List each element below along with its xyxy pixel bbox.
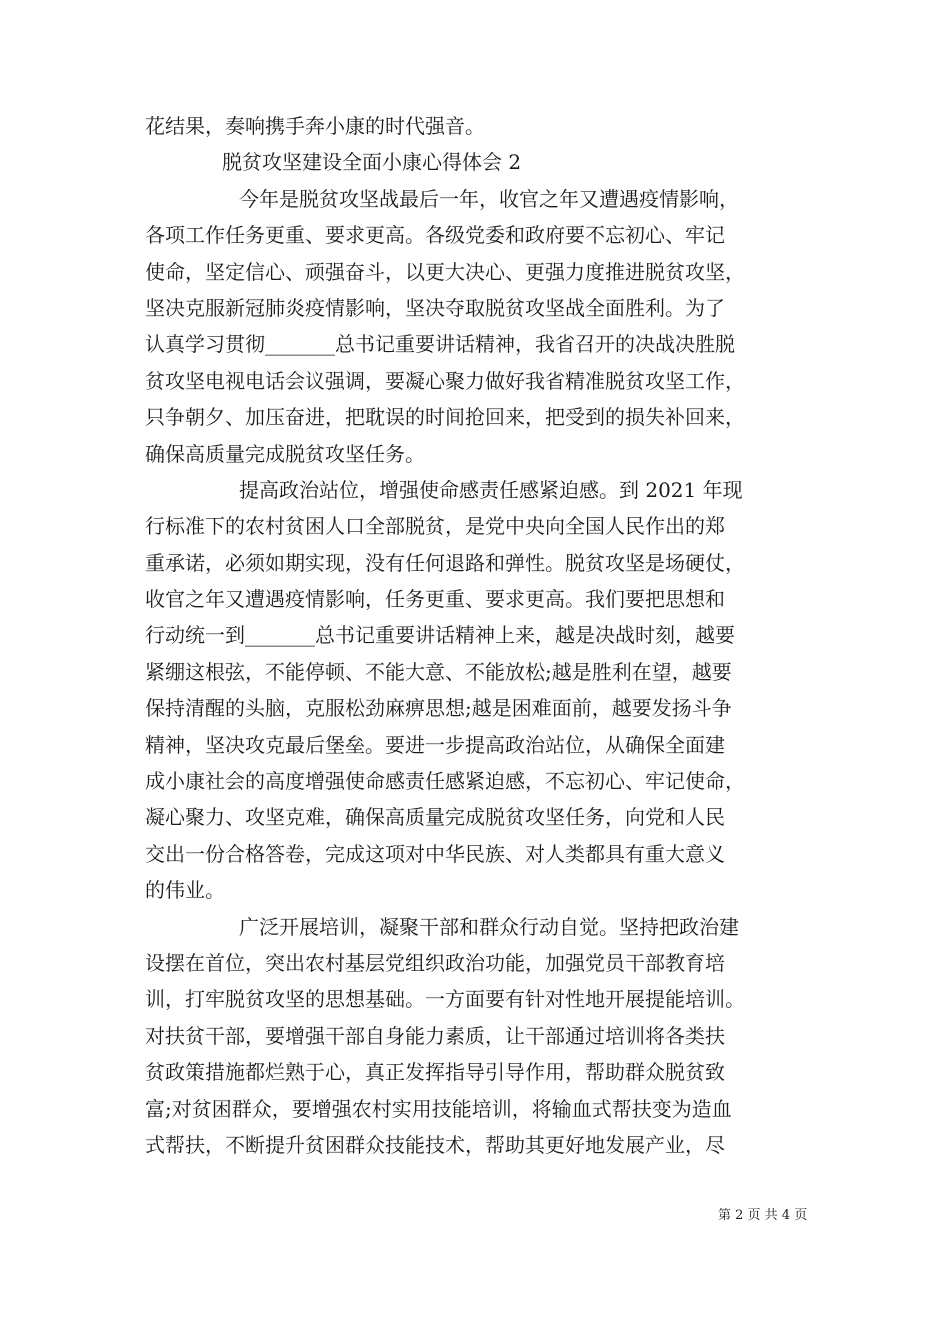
paragraph-line: 坚决克服新冠肺炎疫情影响，坚决夺取脱贫攻坚战全面胜利。为了 xyxy=(145,295,725,320)
paragraph-line: 保持清醒的头脑，克服松劲麻痹思想;越是困难面前，越要发扬斗争 xyxy=(145,696,732,721)
paragraph-line: 式帮扶，不断提升贫困群众技能技术，帮助其更好地发展产业，尽 xyxy=(145,1132,725,1157)
section-title: 脱贫攻坚建设全面小康心得体会 2 xyxy=(222,150,522,175)
paragraph-line: 确保高质量完成脱贫攻坚任务。 xyxy=(145,441,425,466)
paragraph-line: 广泛开展培训，凝聚干部和群众行动自觉。坚持把政治建 xyxy=(239,914,739,939)
paragraph-1 xyxy=(145,181,810,472)
paragraph-line: 认真学习贯彻_______总书记重要讲话精神，我省召开的决战决胜脱 xyxy=(145,332,735,357)
paragraph-line: 只争朝夕、加压奋进，把耽误的时间抢回来，把受到的损失补回来， xyxy=(145,405,745,430)
paragraph-line: 贫政策措施都烂熟于心，真正发挥指导引导作用，帮助群众脱贫致 xyxy=(145,1060,725,1085)
paragraph-line: 重承诺，必须如期实现，没有任何退路和弹性。脱贫攻坚是场硬仗， xyxy=(145,550,745,575)
paragraph-line: 精神，坚决攻克最后堡垒。要进一步提高政治站位，从确保全面建 xyxy=(145,732,725,757)
paragraph-line: 收官之年又遭遇疫情影响，任务更重、要求更高。我们要把思想和 xyxy=(145,587,725,612)
paragraph-line: 贫攻坚电视电话会议强调，要凝心聚力做好我省精准脱贫攻坚工作， xyxy=(145,368,745,393)
paragraph-line: 成小康社会的高度增强使命感责任感紧迫感，不忘初心、牢记使命， xyxy=(145,769,745,794)
paragraph-line: 训，打牢脱贫攻坚的思想基础。一方面要有针对性地开展提能培训。 xyxy=(145,987,745,1012)
paragraph-line: 的伟业。 xyxy=(145,878,225,903)
paragraph-line: 设摆在首位，突出农村基层党组织政治功能，加强党员干部教育培 xyxy=(145,950,725,975)
page-number: 第 2 页 共 4 页 xyxy=(718,1208,808,1223)
paragraph-line: 各项工作任务更重、要求更高。各级党委和政府要不忘初心、牢记 xyxy=(145,223,725,248)
paragraph-tail-line: 花结果，奏响携手奔小康的时代强音。 xyxy=(145,114,485,138)
paragraph-line: 提高政治站位，增强使命感责任感紧迫感。到 2021 年现 xyxy=(239,477,743,502)
paragraph-line: 凝心聚力、攻坚克难，确保高质量完成脱贫攻坚任务，向党和人民 xyxy=(145,805,725,830)
document-body xyxy=(145,108,810,1163)
paragraph-line: 使命，坚定信心、顽强奋斗，以更大决心、更强力度推进脱贫攻坚， xyxy=(145,259,745,284)
paragraph-2 xyxy=(145,472,810,909)
paragraph-line: 紧绷这根弦，不能停顿、不能大意、不能放松;越是胜利在望，越要 xyxy=(145,659,732,684)
paragraph-line: 交出一份合格答卷，完成这项对中华民族、对人类都具有重大意义 xyxy=(145,841,725,866)
paragraph-line: 对扶贫干部，要增强干部自身能力素质，让干部通过培训将各类扶 xyxy=(145,1023,725,1048)
paragraph-line: 富;对贫困群众，要增强农村实用技能培训，将输血式帮扶变为造血 xyxy=(145,1096,732,1121)
paragraph-line: 今年是脱贫攻坚战最后一年，收官之年又遭遇疫情影响， xyxy=(239,186,739,211)
paragraph-line: 行标准下的农村贫困人口全部脱贫，是党中央向全国人民作出的郑 xyxy=(145,514,725,539)
paragraph-line: 行动统一到_______总书记重要讲话精神上来，越是决战时刻，越要 xyxy=(145,623,735,648)
paragraph-3 xyxy=(145,909,810,1164)
